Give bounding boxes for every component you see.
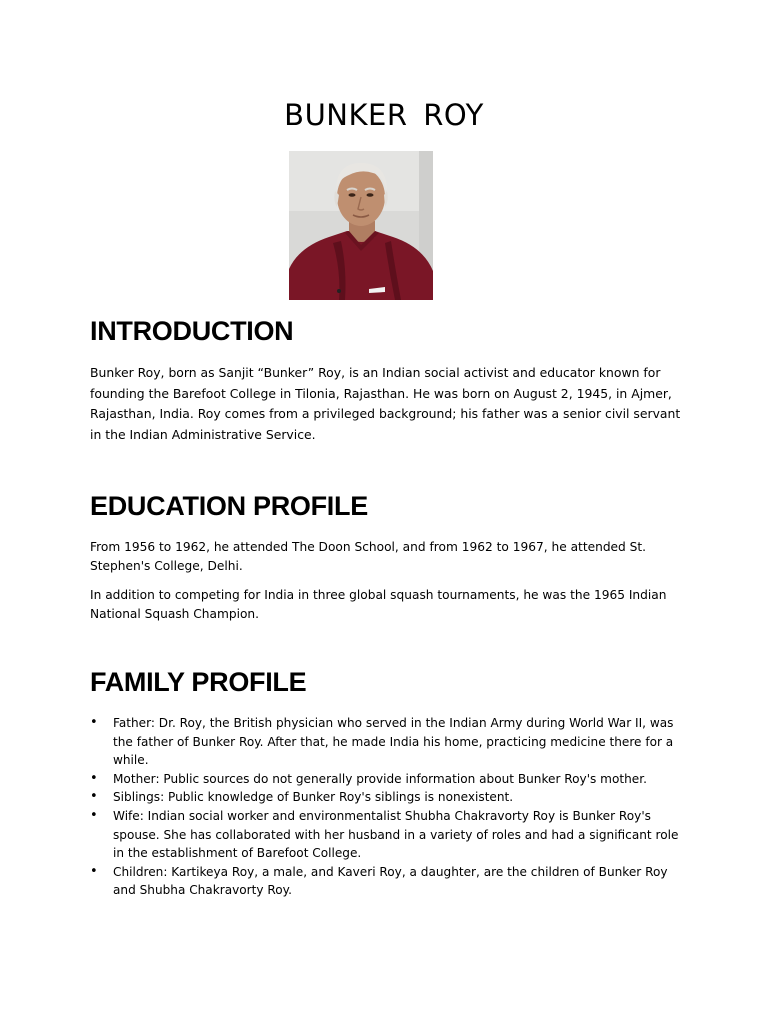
family-item-text: Mother: Public sources do not generally provide information about Bunker Roy's mother. <box>113 771 647 786</box>
family-item-father <box>90 714 690 770</box>
family-item-siblings <box>90 788 690 807</box>
introduction-text: Bunker Roy, born as Sanjit “Bunker” Roy, is an Indian social activist and educator known for founding the Barefoot College in Tilonia, Rajasthan. He was born on August 2, 1945, in Ajmer, Rajasthan, India. Roy comes from a privileged background; his father was a senior civil servant in the Indian Administrative Service. <box>90 365 681 442</box>
bullet-icon: • <box>90 789 98 805</box>
family-item-text: Father: Dr. Roy, the British physician who served in the Indian Army during World War II, was the father of Bunker Roy. After that, he made India his home, practicing medicine there for a while. <box>113 716 674 768</box>
bullet-icon: • <box>90 863 98 879</box>
bullet-icon: • <box>90 715 98 730</box>
portrait-photo <box>289 151 433 300</box>
family-item-mother <box>90 770 690 789</box>
page-title: BUNKER ROY <box>284 98 484 132</box>
bullet-icon: • <box>90 807 98 823</box>
family-item-text: Siblings: Public knowledge of Bunker Roy's siblings is nonexistent. <box>113 790 514 805</box>
family-list <box>90 714 690 900</box>
bullet-icon: • <box>90 770 98 786</box>
education-paragraph-2: In addition to competing for India in three global squash tournaments, he was the 1965 Indian National Squash Champion. <box>90 588 667 621</box>
family-item-text: Children: Kartikeya Roy, a male, and Kaveri Roy, a daughter, are the children of Bunker Roy and Shubha Chakravorty Roy. <box>113 864 668 898</box>
education-heading: EDUCATION PROFILE <box>90 491 368 521</box>
education-paragraph-1: From 1956 to 1962, he attended The Doon School, and from 1962 to 1967, he attended St. Stephen's College, Delhi. <box>90 540 647 573</box>
family-heading: FAMILY PROFILE <box>90 667 307 697</box>
family-item-text: Wife: Indian social worker and environmentalist Shubha Chakravorty Roy is Bunker Roy's spouse. She has collaborated with her husband in a variety of roles and had a significant role in the establishment of Barefoot College. <box>113 808 679 861</box>
family-item-wife <box>90 807 690 863</box>
introduction-heading: INTRODUCTION <box>90 316 294 346</box>
family-item-children <box>90 863 690 900</box>
